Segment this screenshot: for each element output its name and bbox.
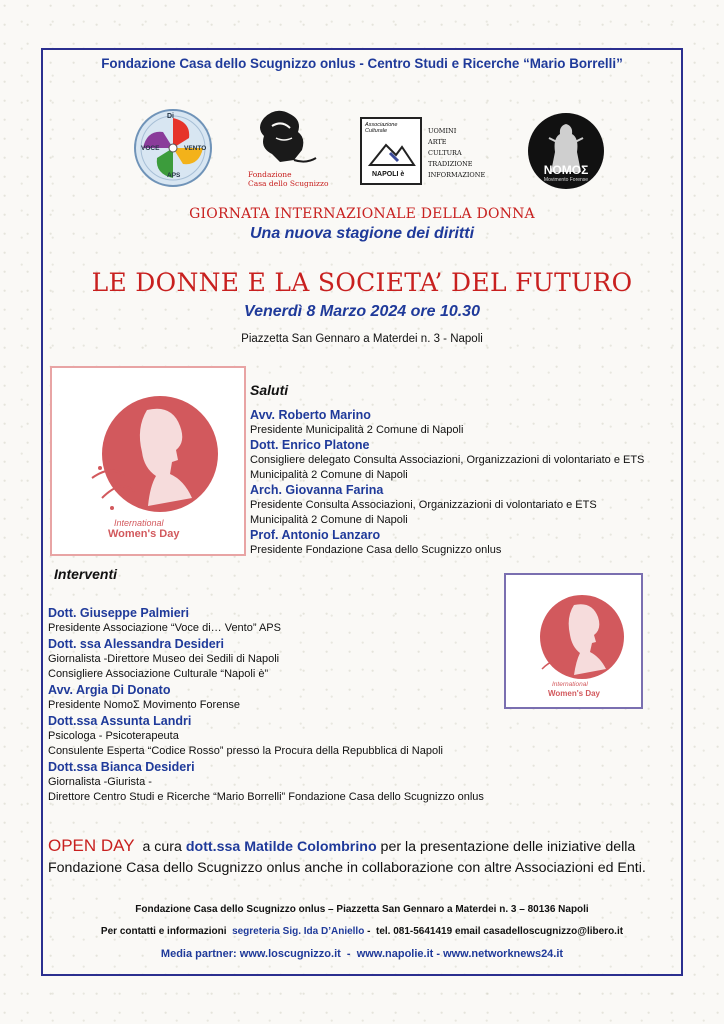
event-title: LE DONNE E LA SOCIETA’ DEL FUTURO bbox=[91, 268, 633, 297]
openday-line2: Fondazione Casa dello Scugnizzo onlus anche in collaborazione con altre Associazioni ed Enti. bbox=[48, 860, 646, 876]
nomos-logo-sub: Movimento Forense bbox=[543, 177, 589, 183]
voce-di-vento-logo bbox=[133, 108, 213, 188]
saluti-speaker-name: Arch. Giovanna Farina bbox=[250, 483, 384, 497]
interventi-speaker-role: Presidente NomoΣ Movimento Forense bbox=[48, 699, 241, 711]
saluti-speaker-role: Presidente Consulta Associazioni, Organizzazioni di volontariato e ETS bbox=[250, 499, 597, 511]
scugnizzo-logo-line1: Fondazione bbox=[248, 170, 292, 179]
interventi-speaker-name: Dott. ssa Alessandra Desideri bbox=[48, 637, 224, 651]
event-subtitle-2: Una nuova stagione dei diritti bbox=[249, 225, 475, 242]
saluti-speaker-role: Municipalità 2 Comune di Napoli bbox=[250, 469, 408, 481]
logo-text-bottom: APS bbox=[167, 172, 181, 179]
image-small-caption-line2: Women's Day bbox=[548, 689, 600, 698]
scugnizzo-figure-icon bbox=[246, 108, 328, 168]
saluti-heading: Saluti bbox=[250, 382, 289, 398]
image-small-caption-line1: International bbox=[552, 681, 588, 688]
footer-contacts-post: - tel. 081-5641419 email casadelloscugnizzo@libero.it bbox=[364, 926, 624, 937]
womens-day-image-large bbox=[50, 366, 246, 556]
interventi-speaker-role: Giornalista -Direttore Museo dei Sedili di Napoli bbox=[48, 653, 280, 665]
napoli-e-logo bbox=[358, 115, 490, 187]
nomos-logo bbox=[527, 112, 605, 190]
interventi-heading: Interventi bbox=[54, 566, 118, 582]
scugnizzo-logo bbox=[246, 108, 328, 190]
saluti-speaker-role: Presidente Municipalità 2 Comune di Napoli bbox=[250, 424, 464, 436]
footer-address: Fondazione Casa dello Scugnizzo onlus – Piazzetta San Gennaro a Materdei n. 3 – 80136 Napoli bbox=[135, 904, 589, 915]
event-venue: Piazzetta San Gennaro a Materdei n. 3 - Napoli bbox=[241, 333, 483, 345]
footer-media-partner: Media partner: www.loscugnizzo.it - www.napolie.it - www.networknews24.it bbox=[160, 948, 564, 960]
napoli-e-word-0: UOMINI bbox=[428, 127, 457, 135]
nomos-logo-name: NOMOΣ bbox=[543, 163, 589, 177]
napoli-e-badge-bottom: NAPOLI è bbox=[372, 171, 405, 178]
saluti-speaker-name: Avv. Roberto Marino bbox=[250, 408, 371, 422]
napoli-e-word-1: ARTE bbox=[428, 138, 447, 146]
image-caption-line2: Women's Day bbox=[108, 528, 180, 540]
interventi-speaker-name: Dott. Giuseppe Palmieri bbox=[48, 606, 190, 620]
napoli-e-badge bbox=[360, 117, 422, 185]
event-date: Venerdì 8 Marzo 2024 ore 10.30 bbox=[244, 303, 480, 320]
logo-text-right: VENTO bbox=[184, 145, 207, 152]
logo-text-top: Di bbox=[167, 113, 174, 120]
vesuvius-icon bbox=[368, 139, 416, 167]
footer-secretary: segreteria Sig. Ida D’Aniello bbox=[232, 926, 365, 937]
saluti-list bbox=[250, 408, 675, 558]
openday-block bbox=[48, 835, 678, 879]
napoli-e-badge-top: Associazione Culturale bbox=[365, 122, 398, 134]
interventi-speaker-role: Consigliere Associazione Culturale “Napoli è” bbox=[48, 668, 269, 680]
interventi-speaker-name: Dott.ssa Assunta Landri bbox=[48, 714, 192, 728]
footer-contacts bbox=[41, 926, 683, 937]
saluti-speaker-role: Presidente Fondazione Casa dello Scugnizzo onlus bbox=[250, 544, 502, 556]
womens-day-image-small bbox=[504, 573, 643, 709]
saluti-speaker-role: Consigliere delegato Consulta Associazioni, Organizzazioni di volontariato e ETS bbox=[250, 454, 645, 466]
napoli-e-word-3: TRADIZIONE bbox=[428, 160, 473, 168]
interventi-speaker-role: Psicologa - Psicoterapeuta bbox=[48, 730, 179, 742]
saluti-speaker-role: Municipalità 2 Comune di Napoli bbox=[250, 514, 408, 526]
napoli-e-word-2: CULTURA bbox=[428, 149, 462, 157]
event-subtitle-1: GIORNATA INTERNAZIONALE DELLA DONNA bbox=[189, 206, 535, 222]
interventi-speaker-role: Consulente Esperta “Codice Rosso” presso la Procura della Repubblica di Napoli bbox=[48, 745, 443, 757]
header-title: Fondazione Casa dello Scugnizzo onlus - Centro Studi e Ricerche “Mario Borrelli” bbox=[101, 56, 623, 71]
interventi-speaker-name: Avv. Argia Di Donato bbox=[48, 683, 171, 697]
footer-contacts-pre: Per contatti e informazioni bbox=[100, 926, 233, 937]
logo-text-left: VOCE bbox=[141, 145, 160, 152]
interventi-speaker-role: Giornalista -Giurista - bbox=[48, 776, 152, 788]
saluti-speaker-name: Prof. Antonio Lanzaro bbox=[250, 528, 381, 542]
openday-post: per la presentazione delle iniziative della bbox=[376, 839, 636, 855]
image-caption-line1: International bbox=[114, 518, 164, 528]
interventi-speaker-role: Presidente Associazione “Voce di… Vento” APS bbox=[48, 622, 281, 634]
openday-curator: dott.ssa Matilde Colombrino bbox=[185, 839, 377, 855]
napoli-e-word-4: INFORMAZIONE bbox=[428, 171, 486, 179]
openday-label: OPEN DAY bbox=[48, 836, 135, 855]
scugnizzo-logo-line2: Casa dello Scugnizzo bbox=[248, 179, 329, 188]
saluti-speaker-name: Dott. Enrico Platone bbox=[250, 438, 370, 452]
interventi-speaker-name: Dott.ssa Bianca Desideri bbox=[48, 760, 195, 774]
openday-pre: a cura bbox=[134, 839, 186, 855]
interventi-speaker-role: Direttore Centro Studi e Ricerche “Mario Borrelli” Fondazione Casa dello Scugnizzo onlus bbox=[48, 791, 484, 803]
openday-line1 bbox=[48, 835, 678, 858]
